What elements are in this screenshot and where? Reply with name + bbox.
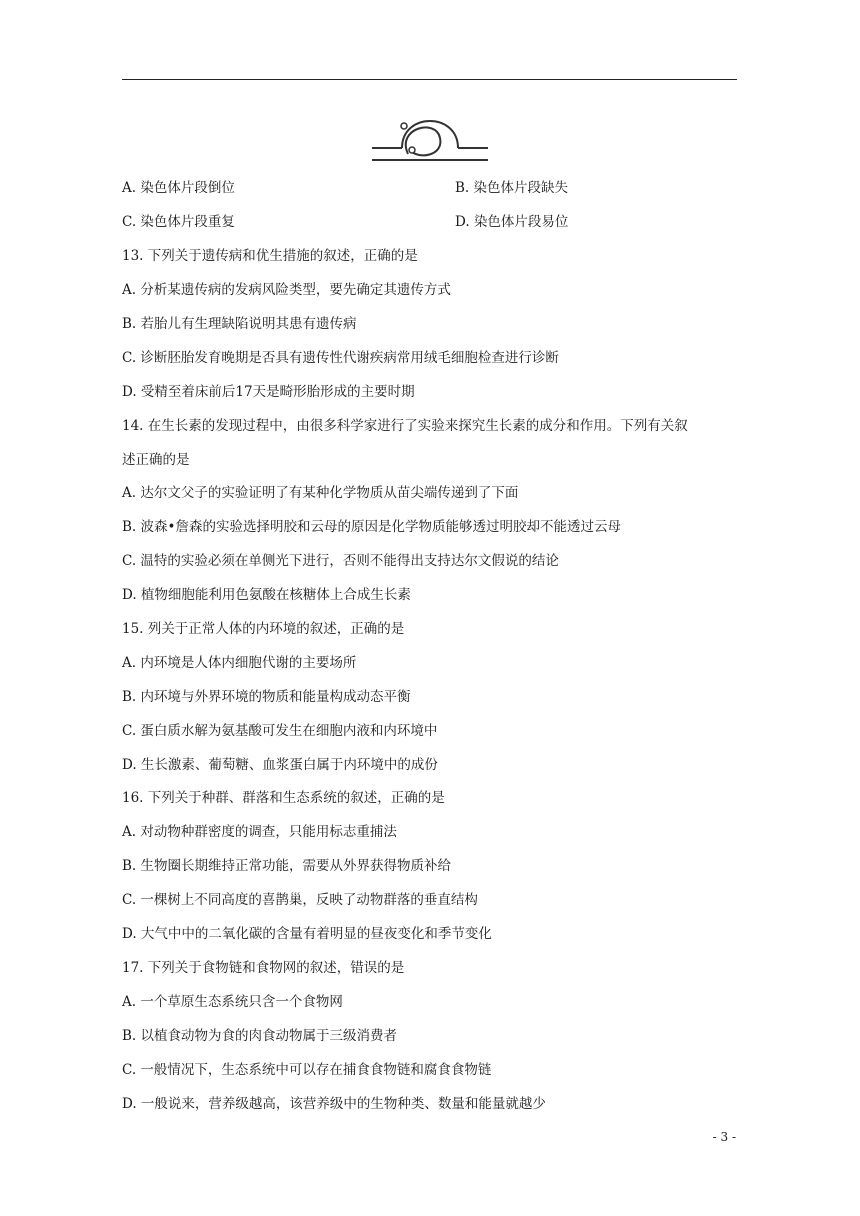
page-number: - 3 - bbox=[712, 1130, 736, 1144]
question-17-option-c: C. 一般情况下，生态系统中可以存在捕食食物链和腐食食物链 bbox=[122, 1062, 492, 1078]
question-17-option-a: A. 一个草原生态系统只含一个食物网 bbox=[122, 994, 343, 1010]
question-14-stem-line2: 述正确的是 bbox=[122, 452, 190, 468]
question-14-stem-line1: 14. 在生长素的发现过程中，由很多科学家进行了实验来探究生长素的成分和作用。下列有关叙 bbox=[122, 418, 688, 434]
question-16-option-d: D. 大气中中的二氧化碳的含量有着明显的昼夜变化和季节变化 bbox=[122, 926, 492, 942]
question-17-stem: 17. 下列关于食物链和食物网的叙述，错误的是 bbox=[122, 960, 405, 976]
question-15-option-a: A. 内环境是人体内细胞代谢的主要场所 bbox=[122, 655, 357, 671]
question-13-option-c: C. 诊断胚胎发育晚期是否具有遗传性代谢疾病常用绒毛细胞检查进行诊断 bbox=[122, 350, 559, 366]
question-17-option-b: B. 以植食动物为食的肉食动物属于三级消费者 bbox=[122, 1028, 398, 1044]
question-14-option-c: C. 温特的实验必须在单侧光下进行，否则不能得出支持达尔文假说的结论 bbox=[122, 553, 559, 569]
question-13-option-b: B. 若胎儿有生理缺陷说明其患有遗传病 bbox=[122, 316, 357, 332]
question-14-option-b: B. 波森•詹森的实验选择明胶和云母的原因是化学物质能够透过明胶却不能透过云母 bbox=[122, 519, 621, 535]
centromere-upper bbox=[401, 123, 407, 129]
q12-option-d: D. 染色体片段易位 bbox=[455, 214, 569, 230]
question-15-stem: 15. 列关于正常人体的内环境的叙述，正确的是 bbox=[122, 621, 405, 637]
centromere-lower bbox=[409, 147, 415, 153]
question-14-option-a: A. 达尔文父子的实验证明了有某种化学物质从苗尖端传递到了下面 bbox=[122, 485, 519, 501]
q12-option-a: A. 染色体片段倒位 bbox=[122, 180, 235, 196]
q12-option-c: C. 染色体片段重复 bbox=[122, 214, 235, 230]
question-14-option-d: D. 植物细胞能利用色氨酸在核糖体上合成生长素 bbox=[122, 587, 411, 603]
question-16-stem: 16. 下列关于种群、群落和生态系统的叙述，正确的是 bbox=[122, 790, 445, 806]
question-15-option-d: D. 生长激素、葡萄糖、血浆蛋白属于内环境中的成份 bbox=[122, 757, 438, 773]
question-16-option-a: A. 对动物种群密度的调查，只能用标志重捕法 bbox=[122, 824, 397, 840]
question-15-option-c: C. 蛋白质水解为氨基酸可发生在细胞内液和内环境中 bbox=[122, 723, 438, 739]
question-13-option-d: D. 受精至着床前后17天是畸形胎形成的主要时期 bbox=[122, 384, 415, 400]
question-13-option-a: A. 分析某遗传病的发病风险类型，要先确定其遗传方式 bbox=[122, 282, 451, 298]
question-15-option-b: B. 内环境与外界环境的物质和能量构成动态平衡 bbox=[122, 689, 411, 705]
chromosome-loop-diagram bbox=[370, 104, 490, 166]
question-16-option-c: C. 一棵树上不同高度的喜鹊巢，反映了动物群落的垂直结构 bbox=[122, 892, 478, 908]
header-rule bbox=[122, 79, 737, 80]
question-17-option-d: D. 一般说来，营养级越高，该营养级中的生物种类、数量和能量就越少 bbox=[122, 1096, 546, 1112]
question-13-stem: 13. 下列关于遗传病和优生措施的叙述，正确的是 bbox=[122, 248, 418, 264]
question-16-option-b: B. 生物圈长期维持正常功能，需要从外界获得物质补给 bbox=[122, 858, 452, 874]
q12-option-b: B. 染色体片段缺失 bbox=[455, 180, 569, 196]
